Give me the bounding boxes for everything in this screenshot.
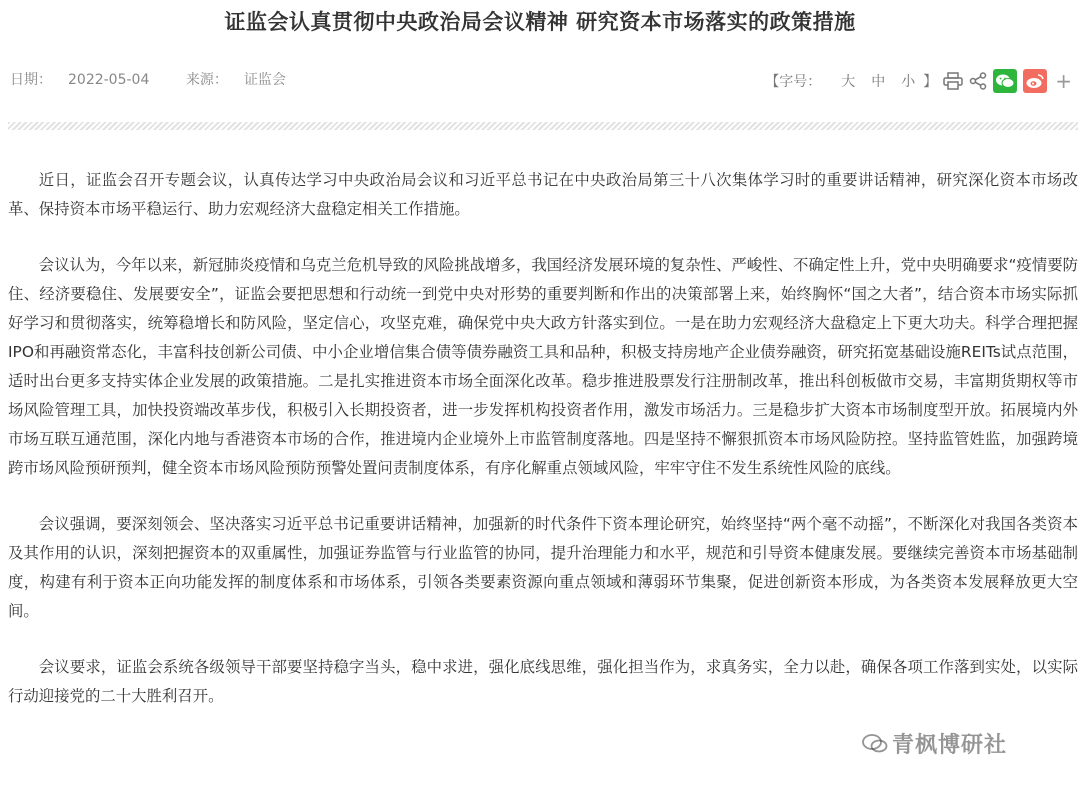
source-label: 来源： bbox=[185, 72, 228, 88]
watermark-text: 青枫博研社 bbox=[892, 733, 1008, 758]
font-size-large-button[interactable]: 大 bbox=[841, 74, 856, 90]
article-body bbox=[8, 166, 1078, 738]
print-icon[interactable] bbox=[943, 72, 963, 90]
weibo-icon[interactable] bbox=[1023, 69, 1047, 93]
date-label: 日期： bbox=[10, 72, 52, 88]
wechat-icon[interactable] bbox=[993, 69, 1017, 93]
font-size-medium-button[interactable]: 中 bbox=[871, 74, 886, 90]
paragraph: 会议强调，要深刻领会、坚决落实习近平总书记重要讲话精神，加强新的时代条件下资本理论研究，始终坚持“两个毫不动摇”，不断深化对我国各类资本及其作用的认识，深刻把握资本的双重属性，加强证券监管与行业监管的协同，提升治理能力和水平，规范和引导资本健康发展。要继续完善资本市场基础制度，构建有利于资本正向功能发挥的制度体系和市场体系，引领各类要素资源向重点领域和薄弱环节集聚，促进创新资本形成，为各类资本发展释放更大空间。 bbox=[8, 515, 1078, 620]
article-meta bbox=[10, 70, 318, 90]
article-title: 证监会认真贯彻中央政治局会议精神 研究资本市场落实的政策措施 bbox=[224, 10, 856, 34]
paragraph: 会议要求，证监会系统各级领导干部要坚持稳字当头，稳中求进，强化底线思维，强化担当作为，求真务实，全力以赴，确保各项工作落到实处，以实际行动迎接党的二十大胜利召开。 bbox=[8, 658, 1078, 705]
article-toolbar bbox=[765, 70, 1072, 92]
plus-icon[interactable]: + bbox=[1055, 69, 1072, 93]
source-info bbox=[186, 72, 302, 88]
source-value: 证监会 bbox=[243, 72, 286, 88]
font-size-small-button[interactable]: 小 bbox=[901, 74, 916, 90]
share-icon[interactable] bbox=[969, 72, 987, 90]
header-divider bbox=[8, 122, 1078, 130]
date-info bbox=[10, 72, 165, 88]
paragraph: 近日，证监会召开专题会议，认真传达学习中央政治局会议和习近平总书记在中央政治局第三十八次集体学习时的重要讲话精神，研究深化资本市场改革、保持资本市场平稳运行、助力宏观经济大盘稳定相关工作措施。 bbox=[8, 171, 1078, 218]
paragraph: 会议认为，今年以来，新冠肺炎疫情和乌克兰危机导致的风险挑战增多，我国经济发展环境的复杂性、严峻性、不确定性上升，党中央明确要求“疫情要防住、经济要稳住、发展要安全”，证监会要把思想和行动统一到党中央对形势的重要判断和作出的决策部署上来，始终胸怀“国之大者”，结合资本市场实际抓好学习和贯彻落实，统筹稳增长和防风险，坚定信心，攻坚克难，确保党中央大政方针落实到位。一是在助力宏观经济大盘稳定上下更大功夫。科学合理把握IPO和再融资常态化，丰富科技创新公司债、中小企业增信集合债等债券融资工具和品种，积极支持房地产企业债券融资，研究拓宽基础设施REITs试点范围，适时出台更多支持实体企业发展的政策措施。二是扎实推进资本市场全面深化改革。稳步推进股票发行注册制改革，推出科创板做市交易，丰富期货期权等市场风险管理工具，加快投资端改革步伐，积极引入长期投资者，进一步发挥机构投资者作用，激发市场活力。三是稳步扩大资本市场制度型开放。拓展境内外市场互联互通范围，深化内地与香港资本市场的合作，推进境内企业境外上市监管制度落地。四是坚持不懈狠抓资本市场风险防控。坚持监管姓监，加强跨境跨市场风险预研预判，健全资本市场风险预防预警处置问责制度体系，有序化解重点领域风险，牢牢守住不发生系统性风险的底线。 bbox=[8, 256, 1078, 477]
date-value: 2022-05-04 bbox=[68, 72, 150, 88]
font-size-label: 【字号： bbox=[765, 74, 822, 90]
font-size-close: 】 bbox=[923, 74, 938, 90]
